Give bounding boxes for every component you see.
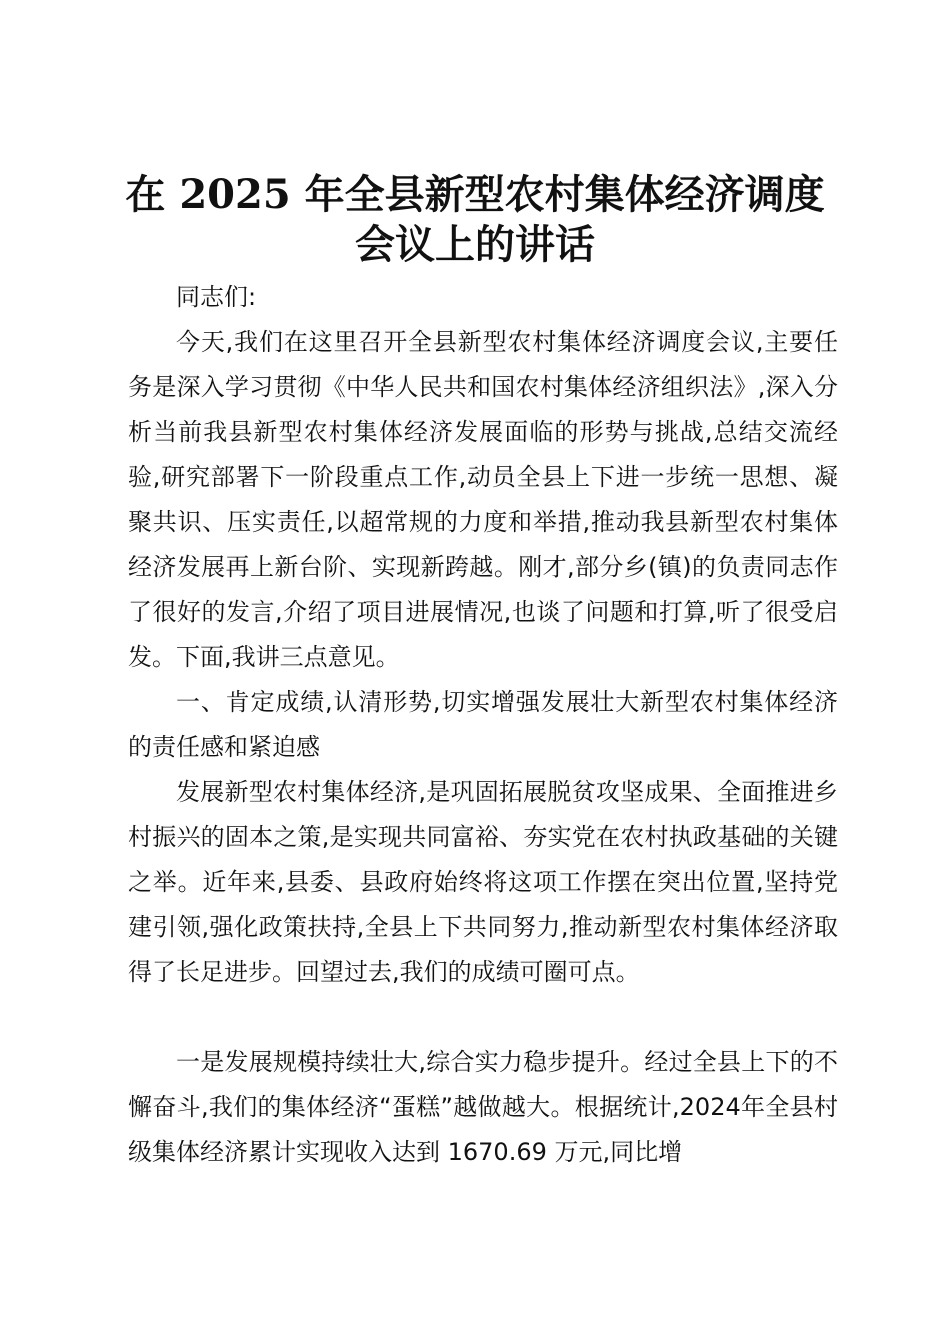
paragraph-point-one: 一是发展规模持续壮大,综合实力稳步提升。经过全县上下的不懈奋斗,我们的集体经济“蛋糕”越做越大。根据统计,2024年全县村级集体经济累计实现收入达到 1670.69 万元,同比增 [128,1048,838,1166]
salutation: 同志们: [176,283,257,311]
document-title-line-2: 会议上的讲话 [355,221,595,268]
document-title-line-1: 在 2025 年全县新型农村集体经济调度 [125,171,825,218]
section-heading-1: 一、肯定成绩,认清形势,切实增强发展壮大新型农村集体经济的责任感和紧迫感 [128,688,838,761]
paragraph-opening: 今天,我们在这里召开全县新型农村集体经济调度会议,主要任务是深入学习贯彻《中华人民共和国农村集体经济组织法》,深入分析当前我县新型农村集体经济发展面临的形势与挑战,总结交流经验,研究部署下一阶段重点工作,动员全县上下进一步统一思想、凝聚共识、压实责任,以超常规的力度和举措,推动我县新型农村集体经济发展再上新台阶、实现新跨越。刚才,部分乡(镇)的负责同志作了很好的发言,介绍了项目进展情况,也谈了问题和打算,听了很受启发。下面,我讲三点意见。 [128,328,838,671]
paragraph-achievements: 发展新型农村集体经济,是巩固拓展脱贫攻坚成果、全面推进乡村振兴的固本之策,是实现共同富裕、夯实党在农村执政基础的关键之举。近年来,县委、县政府始终将这项工作摆在突出位置,坚持党建引领,强化政策扶持,全县上下共同努力,推动新型农村集体经济取得了长足进步。回望过去,我们的成绩可圈可点。 [128,778,838,986]
